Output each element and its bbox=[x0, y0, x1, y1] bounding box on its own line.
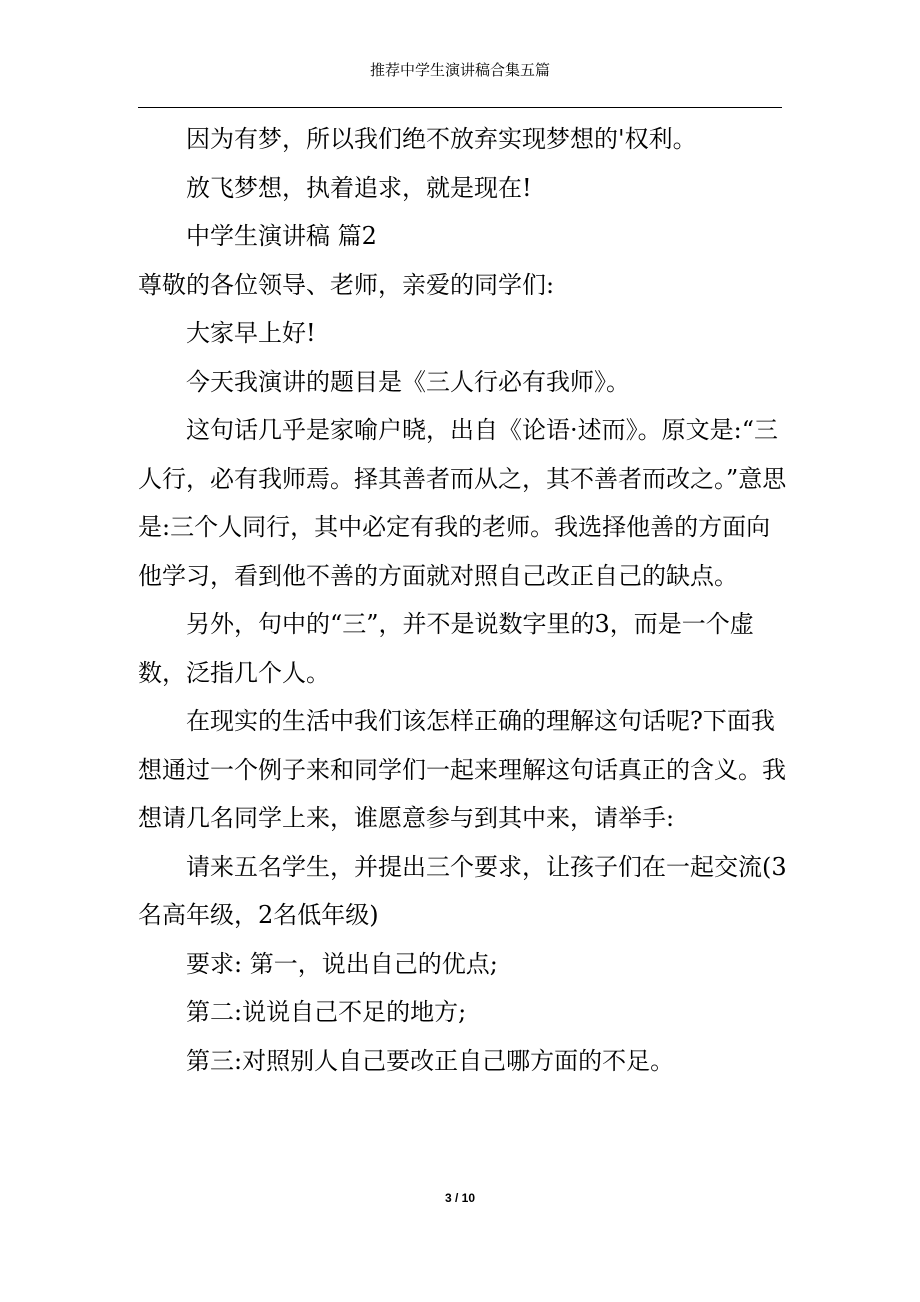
salutation: 尊敬的各位领导、老师，亲爱的同学们: bbox=[138, 270, 555, 299]
paragraph-students: 请来五名学生，并提出三个要求，让孩子们在一起交流(3名高年级，2名低年级) bbox=[138, 852, 787, 929]
page-header: 推荐中学生演讲稿合集五篇 bbox=[369, 61, 550, 79]
paragraph-topic: 今天我演讲的题目是《三人行必有我师》。 bbox=[186, 367, 630, 396]
greeting: 大家早上好! bbox=[186, 319, 316, 347]
requirement-1: 要求: 第一，说出自己的优点; bbox=[186, 949, 498, 978]
requirement-2: 第二:说说自己不足的地方; bbox=[186, 998, 467, 1026]
document-body bbox=[138, 115, 788, 1085]
paragraph-meaning: 另外，句中的“三”，并不是说数字里的3，而是一个虚数，泛指几个人。 bbox=[138, 610, 754, 687]
requirement-3: 第三:对照别人自己要改正自己哪方面的不足。 bbox=[186, 1046, 675, 1075]
paragraph-example: 在现实的生活中我们该怎样正确的理解这句话呢?下面我想通过一个例子来和同学们一起来理解这句话真正的含义。我想请几名同学上来，谁愿意参与到其中来，请举手: bbox=[138, 707, 786, 832]
paragraph-origin: 这句话几乎是家喻户晓，出自《论语·述而》。原文是:“三人行，必有我师焉。择其善者而从之，其不善者而改之。”意思是:三个人同行，其中必定有我的老师。我选择他善的方面向他学习，看到他不善的方面就对照自己改正自己的缺点。 bbox=[138, 416, 787, 590]
header-divider bbox=[138, 107, 782, 108]
page-number: 3 / 10 bbox=[444, 1191, 476, 1205]
paragraph-1: 因为有梦，所以我们绝不放弃实现梦想的'权利。 bbox=[186, 125, 697, 153]
section-title: 中学生演讲稿 篇2 bbox=[186, 222, 377, 250]
paragraph-2: 放飞梦想，执着追求，就是现在! bbox=[186, 173, 532, 202]
